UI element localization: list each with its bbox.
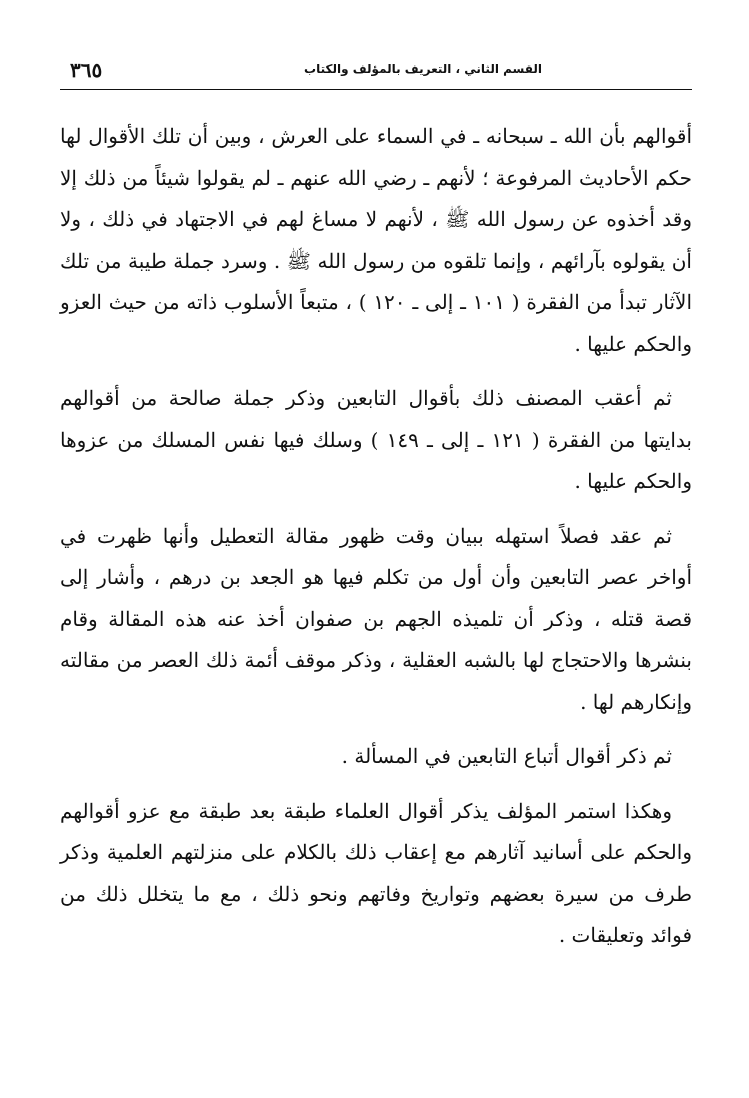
header-rule [60, 89, 692, 90]
paragraph-4: ثم ذكر أقوال أتباع التابعين في المسألة . [341, 744, 672, 768]
page-body [60, 116, 692, 970]
book-page [60, 54, 692, 1064]
paragraph-5: وهكذا استمر المؤلف يذكر أقوال العلماء طبقة بعد طبقة مع عزو أقوالهم والحكم على أسانيد آثارهم مع إعقاب ذلك بالكلام على منزلتهم العلمية وذكر طرف من سيرة بعضهم وتواريخ وفاتهم ونحو ذلك ، مع ما يتخلل ذلك من فوائد وتعليقات . [60, 798, 692, 947]
paragraph-3: ثم عقد فصلاً استهله ببيان وقت ظهور مقالة التعطيل وأنها ظهرت في أواخر عصر التابعين وأن أول من تكلم فيها هو الجعد بن درهم ، وأشار إلى قصة قتله ، وذكر أن تلميذه الجهم بن صفوان أخذ عنه هذه المقالة وقام بنشرها والاحتجاج لها بالشبه العقلية ، وذكر موقف أئمة ذلك العصر من مقالته وإنكارهم لها . [60, 523, 692, 714]
paragraph-1: أقوالهم بأن الله ـ سبحانه ـ في السماء على العرش ، وبين أن تلك الأقوال لها حكم الأحاديث المرفوعة ؛ لأنهم ـ رضي الله عنهم ـ لم يقولوا شيئاً من ذلك إلا وقد أخذوه عن رسول الله ﷺ ، لأنهم لا مساغ لهم في الاجتهاد في ذلك ، ولا أن يقولوه بآرائهم ، وإنما تلقوه من رسول الله ﷺ . وسرد جملة طيبة من تلك الآثار تبدأ من الفقرة ( ١٠١ ـ إلى ـ ١٢٠ ) ، متبعاً الأسلوب ذاته من حيث العزو والحكم عليها . [60, 124, 693, 356]
page-number: ٣٦٥ [70, 58, 103, 82]
running-header-title: القسم الثاني ، التعريف بالمؤلف والكتاب [304, 62, 542, 76]
running-header [60, 54, 692, 84]
paragraph-2: ثم أعقب المصنف ذلك بأقوال التابعين وذكر جملة صالحة من أقوالهم بدايتها من الفقرة ( ١٢١ ـ إلى ـ ١٤٩ ) وسلك فيها نفس المسلك من عزوها والحكم عليها . [60, 386, 693, 493]
